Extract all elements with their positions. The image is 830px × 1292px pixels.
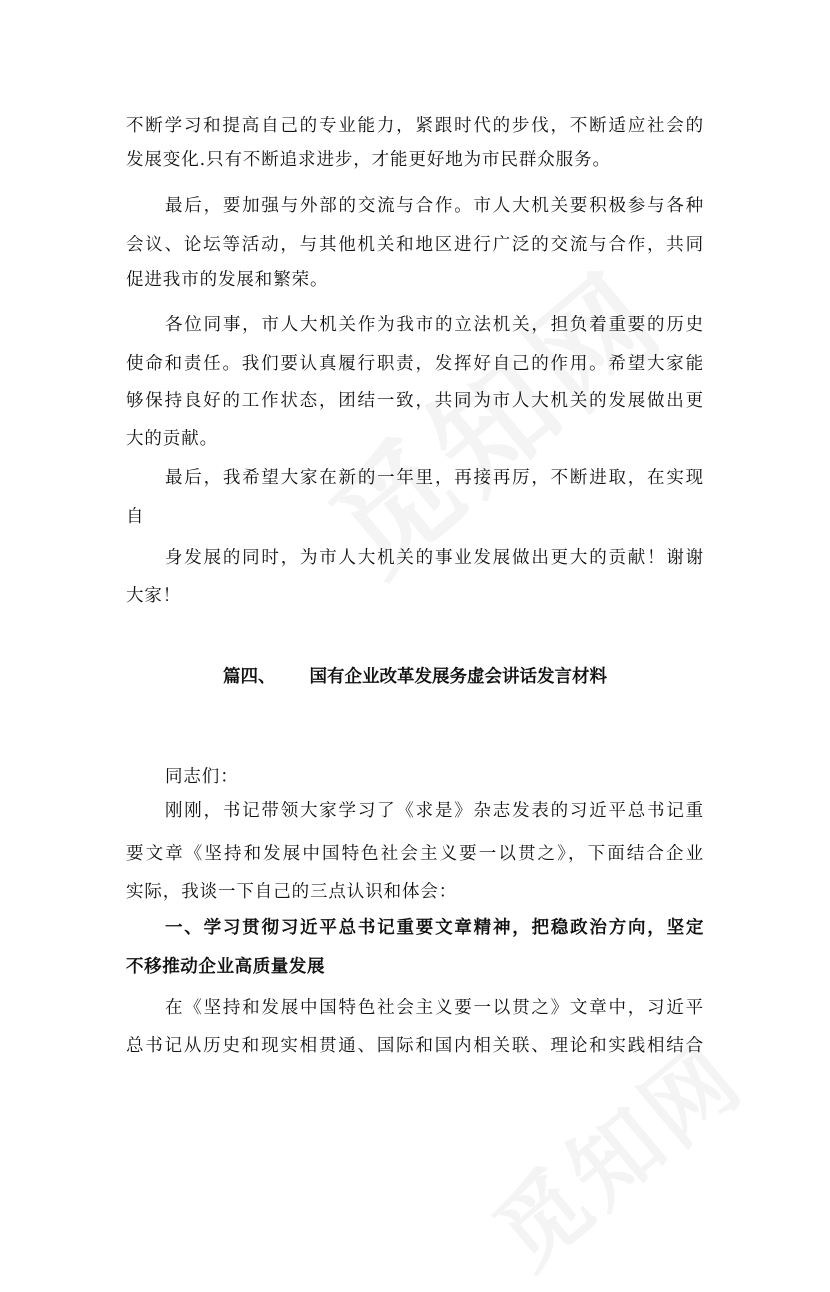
paragraph-line: 使命和责任。我们要认真履行职责，发挥好自己的作用。希望大家能 (126, 354, 704, 374)
paragraph-line: 不断学习和提高自己的专业能力，紧跟时代的步伐，不断适应社会的 (126, 116, 704, 136)
paragraph-line: 大家！ (126, 586, 182, 606)
paragraph-line: 发展变化.只有不断追求进步，才能更好地为市民群众服务。 (126, 150, 611, 170)
paragraph-line: 够保持良好的工作状态，团结一致，共同为市人大机关的发展做出更 (126, 391, 704, 411)
paragraph-line: 要文章《坚持和发展中国特色社会主义要一以贯之》，下面结合企业 (126, 844, 704, 864)
paragraph-line: 最后，我希望大家在新的一年里，再接再厉，不断进取，在实现 (165, 468, 704, 488)
subheading-line: 不移推动企业高质量发展 (126, 957, 326, 977)
section-title: 国有企业改革发展务虚会讲话发言材料 (309, 667, 607, 687)
paragraph-line: 刚刚，书记带领大家学习了《求是》杂志发表的习近平总书记重 (165, 801, 704, 821)
paragraph-line: 各位同事，市人大机关作为我市的立法机关，担负着重要的历史 (165, 315, 704, 335)
paragraph-line: 总书记从历史和现实相贯通、国际和国内相关联、理论和实践相结合 (126, 1036, 704, 1056)
paragraph-line: 身发展的同时，为市人大机关的事业发展做出更大的贡献！谢谢 (165, 548, 704, 568)
paragraph-line: 自 (126, 507, 145, 527)
paragraph-line: 实际，我谈一下自己的三点认识和体会： (126, 882, 458, 902)
paragraph-line: 在《坚持和发展中国特色社会主义要一以贯之》文章中，习近平 (165, 998, 704, 1018)
paragraph-line: 大的贡献。 (126, 429, 218, 449)
paragraph-line: 最后，要加强与外部的交流与合作。市人大机关要积极参与各种 (165, 196, 704, 216)
section-number: 篇四、 (223, 667, 276, 687)
greeting: 同志们： (165, 767, 239, 787)
section-heading (0, 665, 830, 689)
subheading-line: 一、学习贯彻习近平总书记重要文章精神，把稳政治方向，坚定 (165, 918, 704, 938)
paragraph-line: 促进我市的发展和繁荣。 (126, 270, 329, 290)
paragraph-line: 会议、论坛等活动，与其他机关和地区进行广泛的交流与合作，共同 (126, 235, 704, 255)
